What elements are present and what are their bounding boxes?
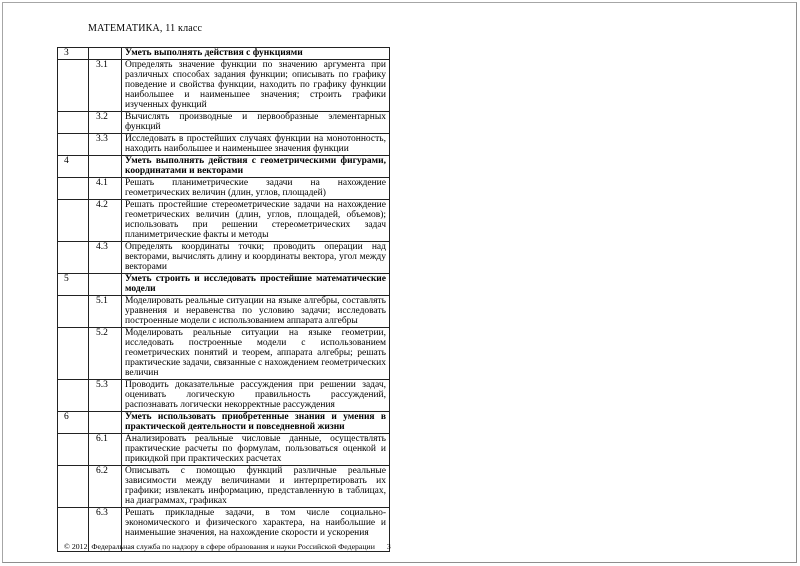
skill-description: Решать простейшие стереометрические задачи на нахождение геометрических величин (длин, углов, площадей, объемов); использовать при решении стереометрических задач планиметрические факты и методы bbox=[122, 200, 390, 242]
section-number: 5 bbox=[58, 274, 89, 296]
section-title: Уметь использовать приобретенные знания и умения в практической деятельности и повседневной жизни bbox=[122, 412, 390, 434]
skill-description: Определять значение функции по значению аргумента при различных способах задания функции; описывать по графику поведение и свойства функции, находить по графику функции наибольшее и наименьшее значения; строить графики изученных функций bbox=[122, 60, 390, 112]
empty-cell bbox=[58, 296, 89, 328]
empty-cell bbox=[58, 434, 89, 466]
section-title: Уметь выполнять действия с функциями bbox=[122, 48, 390, 60]
empty-cell bbox=[58, 112, 89, 134]
skill-description: Вычислять производные и первообразные элементарных функций bbox=[122, 112, 390, 134]
section-number: 6 bbox=[58, 412, 89, 434]
empty-cell bbox=[89, 412, 122, 434]
skill-row-5.2 bbox=[58, 328, 390, 380]
skill-description: Моделировать реальные ситуации на языке алгебры, составлять уравнения и неравенства по условию задачи; исследовать построенные модели с использованием аппарата алгебры bbox=[122, 296, 390, 328]
skill-description: Решать планиметрические задачи на нахождение геометрических величин (длин, углов, площадей) bbox=[122, 178, 390, 200]
empty-cell bbox=[58, 328, 89, 380]
skill-description: Исследовать в простейших случаях функции на монотонность, находить наибольшее и наименьшее значения функции bbox=[122, 134, 390, 156]
skill-description: Определять координаты точки; проводить операции над векторами, вычислять длину и координаты вектора, угол между векторами bbox=[122, 242, 390, 274]
empty-cell bbox=[89, 156, 122, 178]
empty-cell bbox=[58, 134, 89, 156]
skill-row-4.1 bbox=[58, 178, 390, 200]
skill-number: 4.3 bbox=[89, 242, 122, 274]
skill-number: 6.2 bbox=[89, 466, 122, 508]
skill-row-3.1 bbox=[58, 60, 390, 112]
copyright-text: © 2012 Федеральная служба по надзору в сфере образования и науки Российской Федерации bbox=[64, 542, 375, 551]
empty-cell bbox=[58, 60, 89, 112]
section-number: 3 bbox=[58, 48, 89, 60]
empty-cell bbox=[89, 48, 122, 60]
skill-description: Описывать с помощью функций различные реальные зависимости между величинами и интерпретировать их графики; извлекать информацию, представленную в таблицах, на диаграммах, графиках bbox=[122, 466, 390, 508]
skill-number: 3.3 bbox=[89, 134, 122, 156]
section-title: Уметь строить и исследовать простейшие математические модели bbox=[122, 274, 390, 296]
skill-description: Проводить доказательные рассуждения при решении задач, оценивать логическую правильность рассуждений, распознавать логически некорректные рассуждения bbox=[122, 380, 390, 412]
skill-number: 5.1 bbox=[89, 296, 122, 328]
skill-number: 6.1 bbox=[89, 434, 122, 466]
document-header: МАТЕМАТИКА, 11 класс bbox=[88, 23, 203, 34]
skill-row-3.2 bbox=[58, 112, 390, 134]
empty-cell bbox=[58, 178, 89, 200]
empty-cell bbox=[58, 242, 89, 274]
empty-cell bbox=[58, 380, 89, 412]
skill-row-6.1 bbox=[58, 434, 390, 466]
empty-cell bbox=[89, 274, 122, 296]
skill-number: 4.2 bbox=[89, 200, 122, 242]
skill-description: Моделировать реальные ситуации на языке геометрии, исследовать построенные модели с использованием геометрических понятий и теорем, аппарата алгебры; решать практические задачи, связанные с нахождением геометрических величин bbox=[122, 328, 390, 380]
requirements-table bbox=[57, 47, 390, 552]
skill-number: 3.1 bbox=[89, 60, 122, 112]
skill-description: Анализировать реальные числовые данные, осуществлять практические расчеты по формулам, пользоваться оценкой и прикидкой при практических расчетах bbox=[122, 434, 390, 466]
section-title: Уметь выполнять действия с геометрическими фигурами, координатами и векторами bbox=[122, 156, 390, 178]
section-number: 4 bbox=[58, 156, 89, 178]
empty-cell bbox=[58, 466, 89, 508]
skill-number: 5.2 bbox=[89, 328, 122, 380]
requirements-table-body bbox=[58, 48, 390, 552]
page-number: 3 bbox=[386, 542, 391, 551]
section-row-6 bbox=[58, 412, 390, 434]
section-row-5 bbox=[58, 274, 390, 296]
skill-row-5.3 bbox=[58, 380, 390, 412]
skill-row-4.2 bbox=[58, 200, 390, 242]
skill-row-6.2 bbox=[58, 466, 390, 508]
section-row-4 bbox=[58, 156, 390, 178]
skill-number: 5.3 bbox=[89, 380, 122, 412]
skill-number: 6.3 bbox=[89, 508, 122, 552]
empty-cell bbox=[58, 200, 89, 242]
skill-number: 3.2 bbox=[89, 112, 122, 134]
skill-row-5.1 bbox=[58, 296, 390, 328]
document-footer bbox=[64, 542, 391, 551]
skill-row-4.3 bbox=[58, 242, 390, 274]
skill-number: 4.1 bbox=[89, 178, 122, 200]
section-row-3 bbox=[58, 48, 390, 60]
skill-description: Решать прикладные задачи, в том числе социально-экономического и физического характера, на наибольшие и наименьшие значения, на нахождение скорости и ускорения bbox=[122, 508, 390, 552]
skill-row-3.3 bbox=[58, 134, 390, 156]
